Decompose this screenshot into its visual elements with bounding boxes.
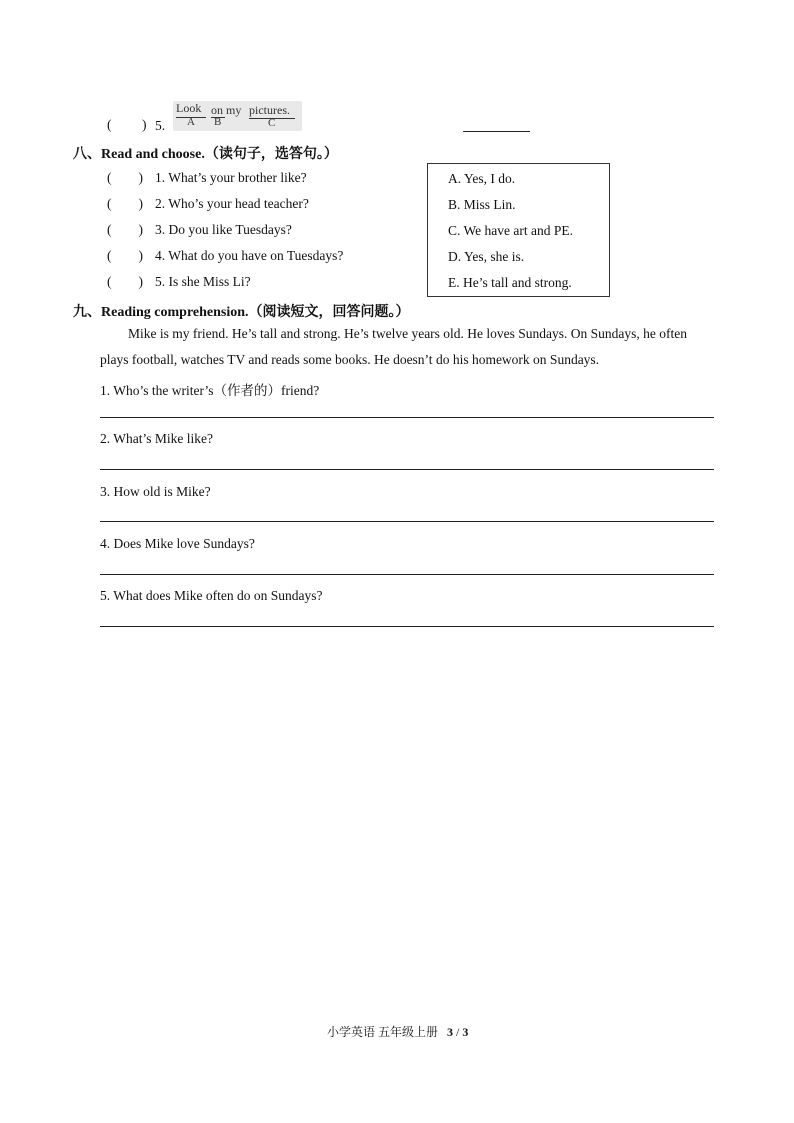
item-question-4: 4. What do you have on Tuesdays? bbox=[155, 248, 344, 263]
footer-page-current: 3 bbox=[447, 1025, 454, 1039]
q5-number: 5. bbox=[155, 118, 166, 133]
section9-title: 九、Reading comprehension.（阅读短文，回答问题。） bbox=[73, 305, 410, 320]
item-paren-5[interactable]: ( ) bbox=[107, 274, 143, 289]
error-correction-image bbox=[173, 101, 302, 131]
word-pictures: pictures. bbox=[249, 103, 290, 117]
question-4: 4. Does Mike love Sundays? bbox=[100, 536, 255, 551]
item-question-3: 3. Do you like Tuesdays? bbox=[155, 222, 292, 237]
passage-line-1: Mike is my friend. He’s tall and strong. He’s twelve years old. He loves Sundays. On Sundays, he often bbox=[128, 326, 688, 341]
footer-page-sep: / bbox=[456, 1025, 460, 1039]
option-e: E. He’s tall and strong. bbox=[448, 275, 572, 290]
word-on-my: on my bbox=[211, 103, 242, 117]
item-paren-1[interactable]: ( ) bbox=[107, 170, 143, 185]
footer-subject: 小学英语 五年级上册 bbox=[327, 1025, 439, 1039]
answer-options-box bbox=[427, 163, 610, 297]
answer-line-2[interactable] bbox=[100, 469, 714, 470]
question-1: 1. Who’s the writer’s（作者的）friend? bbox=[100, 383, 320, 398]
question-5: 5. What does Mike often do on Sundays? bbox=[100, 588, 323, 603]
option-d: D. Yes, she is. bbox=[448, 249, 525, 264]
option-c: C. We have art and PE. bbox=[448, 223, 574, 238]
item-paren-3[interactable]: ( ) bbox=[107, 222, 143, 237]
answer-line-3[interactable] bbox=[100, 521, 714, 522]
letter-b: B bbox=[214, 116, 222, 128]
word-look: Look bbox=[176, 101, 202, 115]
passage-line-2: plays football, watches TV and reads some books. He doesn’t do his homework on Sundays. bbox=[100, 352, 600, 367]
item-paren-4[interactable]: ( ) bbox=[107, 248, 143, 263]
answer-line-1[interactable] bbox=[100, 417, 714, 418]
item-paren-2[interactable]: ( ) bbox=[107, 196, 143, 211]
item-question-1: 1. What’s your brother like? bbox=[155, 170, 307, 185]
answer-line-5[interactable] bbox=[100, 626, 714, 627]
answer-line-4[interactable] bbox=[100, 574, 714, 575]
option-b: B. Miss Lin. bbox=[448, 197, 516, 212]
footer-page-total: 3 bbox=[462, 1025, 469, 1039]
section8-title: 八、Read and choose.（读句子，选答句。） bbox=[73, 147, 338, 162]
option-a: A. Yes, I do. bbox=[448, 171, 516, 186]
letter-a: A bbox=[187, 116, 195, 128]
question-3: 3. How old is Mike? bbox=[100, 484, 211, 499]
q5-paren-close: ) bbox=[142, 117, 147, 132]
q5-paren-open: ( bbox=[107, 117, 112, 132]
letter-c: C bbox=[268, 117, 276, 129]
page-footer bbox=[327, 1023, 468, 1040]
q5-answer-line[interactable] bbox=[463, 131, 530, 132]
item-question-5: 5. Is she Miss Li? bbox=[155, 274, 251, 289]
question-2: 2. What’s Mike like? bbox=[100, 431, 213, 446]
item-question-2: 2. Who’s your head teacher? bbox=[155, 196, 309, 211]
